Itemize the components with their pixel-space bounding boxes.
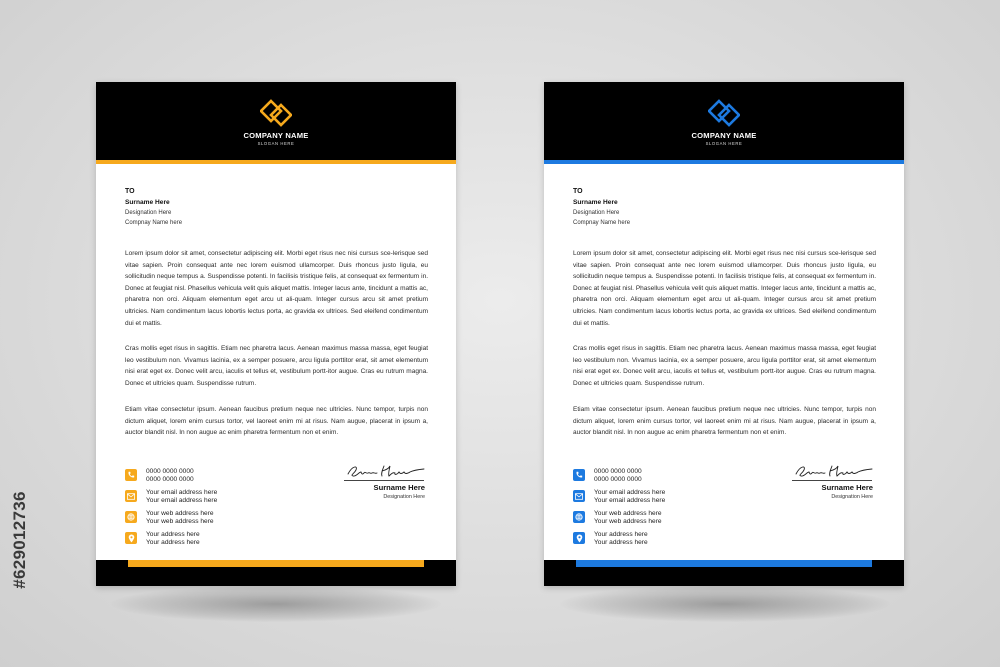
location-icon: [573, 532, 585, 544]
contact-text: Your address here: [146, 539, 200, 546]
contact-text: Your email address here: [594, 489, 666, 496]
recipient-designation: Designation Here: [125, 210, 172, 216]
contact-text: Your email address here: [146, 497, 218, 504]
recipient-name: Surname Here: [573, 199, 618, 206]
handwritten-signature: [344, 462, 428, 480]
contact-text: 0000 0000 0000: [594, 468, 642, 475]
signature-line: [344, 480, 424, 481]
letterhead-orange: [96, 82, 456, 586]
location-icon: [125, 532, 137, 544]
body-paragraph: Cras mollis eget risus in sagittis. Etiam nec pharetra lacus. Aenean maximus massa massa, eget feugiat leo vestibulum non. Vivamus lacinia, ex a semper posuere, arcu ligula porttitor erat, sit amet elementum nisi erat eget ex. Donec velit arcu, iaculis et tellus et, vestibulum portt-itor augue. Cras eu rutrum magna. Donec et ultricies quam. Suspendisse rutrum.: [125, 345, 428, 387]
contact-text: Your address here: [594, 531, 648, 538]
contact-phone: [573, 469, 723, 489]
phone-icon: [573, 469, 585, 481]
recipient-company: Compnay Name here: [573, 220, 631, 226]
web-icon: [573, 511, 585, 523]
body-paragraph: Lorem ipsum dolor sit amet, consectetur adipiscing elit. Morbi eget risus nec nisi cursus sce-lerisque sed vitae sapien. Proin consequat ante nec lorem euismod ullamcorper. Duis rhoncus justo ligula, eu sollicitudin neque tempus a. Suspendisse potenti. In facilisis tristique felis, at consequat ex fermentum in. Donec at feugiat nisl. Phasellus vehicula velit quis aliquet mattis. Integer lacus ante, tincidunt a mattis ac, pharetra non orci. Aliquam elementum eget arcu ut ali-quam. Integer cursus arcu sit amet pretium ultricies. Nam condimentum lacus lobortis lectus porta, ac gravida ex ultrices. Sed eleifend condimentum dui et mattis.: [125, 250, 428, 327]
contact-phone: [125, 469, 275, 489]
body-paragraph: Etiam vitae consectetur ipsum. Aenean faucibus pretium neque nec ultricies. Nunc tempor, turpis non dictum aliquet, lorem enim cursus tortor, vel laoreet enim mi at risus. Nam augue, placerat in ipsum a, auctor blandit nisl. In non augue ac enim pharetra fermentum non et enim.: [573, 406, 876, 437]
recipient-designation: Designation Here: [573, 210, 620, 216]
signer-designation: Designation Here: [831, 494, 873, 500]
contact-text: Your address here: [594, 539, 648, 546]
contact-web: [125, 511, 275, 531]
recipient-name: Surname Here: [125, 199, 170, 206]
company-logo-icon: [260, 99, 292, 127]
phone-icon: [125, 469, 137, 481]
contact-text: Your web address here: [146, 510, 214, 517]
header-band: [96, 82, 456, 160]
header-band: [544, 82, 904, 160]
recipient-company: Compnay Name here: [125, 220, 183, 226]
contact-text: 0000 0000 0000: [594, 476, 642, 483]
sheet-shadow-left: [111, 586, 441, 622]
contact-text: 0000 0000 0000: [146, 476, 194, 483]
handwritten-signature: [792, 462, 876, 480]
slogan: SLOGAN HERE: [705, 141, 743, 146]
letterhead-blue: [544, 82, 904, 586]
slogan: SLOGAN HERE: [257, 141, 295, 146]
email-icon: [573, 490, 585, 502]
contact-address: [125, 532, 275, 552]
contact-text: Your web address here: [594, 510, 662, 517]
stock-id-watermark: [0, 420, 40, 660]
signer-designation: Designation Here: [383, 494, 425, 500]
signer-name: Surname Here: [373, 483, 425, 492]
contact-text: Your web address here: [146, 518, 214, 525]
header-accent-line: [544, 160, 904, 164]
stock-id-text: #629012736: [10, 491, 30, 589]
contact-email: [573, 490, 723, 510]
body-paragraph: Etiam vitae consectetur ipsum. Aenean faucibus pretium neque nec ultricies. Nunc tempor, turpis non dictum aliquet, lorem enim cursus tortor, vel laoreet enim mi at risus. Nam augue, placerat in ipsum a, auctor blandit nisl. In non augue ac enim pharetra fermentum non et enim.: [125, 406, 428, 437]
to-label: TO: [125, 188, 135, 195]
company-name: COMPANY NAME: [691, 131, 757, 140]
email-icon: [125, 490, 137, 502]
contact-text: Your email address here: [146, 489, 218, 496]
company-logo-icon: [708, 99, 740, 127]
footer-accent-bar: [128, 560, 424, 567]
body-paragraph: Lorem ipsum dolor sit amet, consectetur adipiscing elit. Morbi eget risus nec nisi cursus sce-lerisque sed vitae sapien. Proin consequat ante nec lorem euismod ullamcorper. Duis rhoncus justo ligula, eu sollicitudin neque tempus a. Suspendisse potenti. In facilisis tristique felis, at consequat ex fermentum in. Donec at feugiat nisl. Phasellus vehicula velit quis aliquet mattis. Integer lacus ante, tincidunt a mattis ac, pharetra non orci. Aliquam elementum eget arcu ut ali-quam. Integer cursus arcu sit amet pretium ultricies. Nam condimentum lacus lobortis lectus porta, ac gravida ex ultrices. Sed eleifend condimentum dui et mattis.: [573, 250, 876, 327]
contact-text: Your email address here: [594, 497, 666, 504]
header-accent-line: [96, 160, 456, 164]
contact-text: Your address here: [146, 531, 200, 538]
signature-line: [792, 480, 872, 481]
body-paragraph: Cras mollis eget risus in sagittis. Etiam nec pharetra lacus. Aenean maximus massa massa, eget feugiat leo vestibulum non. Vivamus lacinia, ex a semper posuere, arcu ligula porttitor erat, sit amet elementum nisi erat eget ex. Donec velit arcu, iaculis et tellus et, vestibulum portt-itor augue. Cras eu rutrum magna. Donec et ultricies quam. Suspendisse rutrum.: [573, 345, 876, 387]
contact-address: [573, 532, 723, 552]
sheet-shadow-right: [560, 586, 890, 622]
footer-accent-bar: [576, 560, 872, 567]
contact-email: [125, 490, 275, 510]
contact-web: [573, 511, 723, 531]
company-name: COMPANY NAME: [243, 131, 309, 140]
contact-text: 0000 0000 0000: [146, 468, 194, 475]
to-label: TO: [573, 188, 583, 195]
web-icon: [125, 511, 137, 523]
signer-name: Surname Here: [821, 483, 873, 492]
contact-text: Your web address here: [594, 518, 662, 525]
